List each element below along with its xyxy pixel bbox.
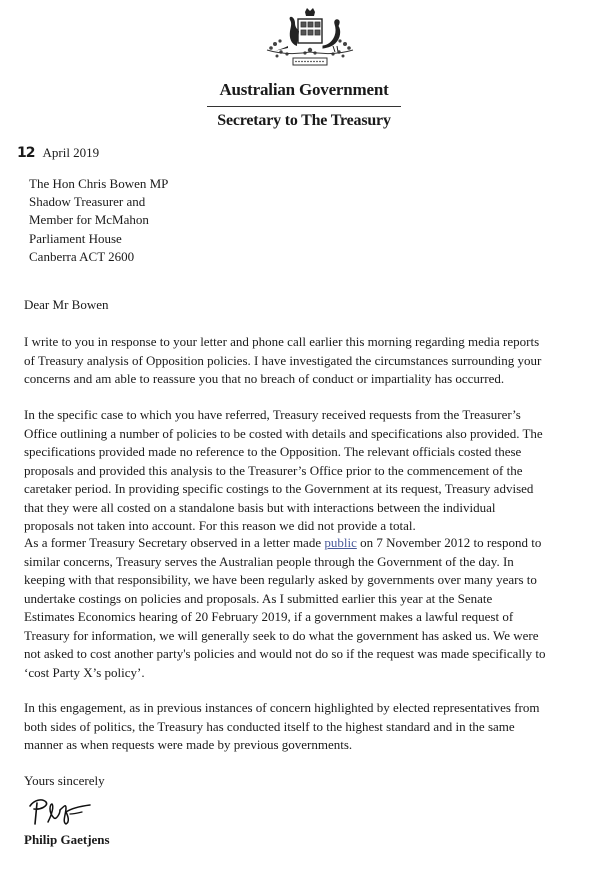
paragraph-2	[24, 406, 596, 536]
paragraph-line: proposals and provided this analysis to the Treasurer’s Office prior to the commencement of the	[24, 462, 523, 478]
closing: Yours sincerely	[24, 773, 105, 788]
salutation: Dear Mr Bowen	[24, 297, 109, 312]
paragraph-line: Estimates Economics hearing of 20 February 2019, if a government makes a lawful request of	[24, 609, 514, 624]
date-month-year: April 2019	[42, 145, 100, 160]
office-name: Secretary to The Treasury	[217, 112, 391, 129]
paragraph-line: concerns and am able to reassure you that no breach of conduct or impartiality has occurred.	[24, 371, 505, 386]
paragraph-line: specifications provided made no reference to the Opposition. The relevant officials costed these	[24, 444, 522, 459]
recipient-line: Shadow Treasurer and	[29, 194, 146, 210]
paragraph-line: In the specific case to which you have referred, Treasury received requests from the Treasurer’s	[24, 407, 521, 422]
paragraph-line: both sides of politics, the Treasury has conducted itself to the highest standard and in the same	[24, 718, 515, 734]
paragraph-line: caretaker period. In providing specific costings to the Government at its request, Treasury advised	[24, 481, 534, 496]
letterhead-divider	[207, 106, 401, 107]
signatory-name: Philip Gaetjens	[24, 832, 110, 847]
paragraph-line: manner as when requests were made by previous governments.	[24, 737, 353, 752]
recipient-line: Member for McMahon	[29, 212, 149, 228]
paragraph-line: In this engagement, as in previous instances of concern highlighted by elected representatives from	[24, 700, 540, 715]
letter-date	[17, 145, 99, 161]
paragraph-line: of Treasury analysis of Opposition policies. I have investigated the circumstances surrounding your	[24, 352, 542, 368]
recipient-line: Canberra ACT 2600	[29, 248, 135, 264]
text-span: on 7 November 2012 to respond to	[356, 535, 542, 550]
paragraph-line: keeping with that responsibility, we have been regularly asked by governments over many years to	[24, 572, 537, 587]
coat-of-arms-icon	[255, 6, 365, 74]
text-span: As a former Treasury Secretary observed in a letter made	[24, 535, 325, 550]
paragraph-line: undertake costings on policies and proposals. As I submitted earlier this year at the Senate	[24, 590, 493, 606]
paragraph-line: proposals not taken into account. For this reason we did not provide a total.	[24, 518, 416, 533]
paragraph-line: Office outlining a number of policies to be costed with details and specifications also provided. The	[24, 425, 543, 441]
recipient-line: Parliament House	[29, 230, 122, 246]
organisation-name: Australian Government	[219, 80, 389, 99]
paragraph-4	[24, 699, 596, 755]
paragraph-line: similar concerns, Treasury serves the Australian people through the Government of the day. In	[24, 553, 514, 569]
signature-icon	[26, 796, 98, 828]
date-day-handwritten: 12	[17, 145, 35, 161]
paragraph-3	[24, 534, 596, 682]
paragraph-1	[24, 333, 596, 389]
public-letter-link[interactable]: public	[324, 535, 357, 550]
paragraph-line: ‘cost Party X’s policy’.	[24, 664, 145, 680]
paragraph-line	[24, 534, 596, 553]
recipient-address	[29, 175, 168, 266]
recipient-line: The Hon Chris Bowen MP	[29, 176, 169, 191]
paragraph-line: that they were all costed on a standalone basis but with interactions between the individual	[24, 499, 496, 515]
paragraph-line: not asked to cost another party's policies and would not do so if the request was made specifically to	[24, 646, 546, 661]
paragraph-line: I write to you in response to your letter and phone call earlier this morning regarding media reports	[24, 334, 540, 349]
paragraph-line: Treasury for information, we will generally seek to do what the government has asked us. We were	[24, 627, 539, 643]
